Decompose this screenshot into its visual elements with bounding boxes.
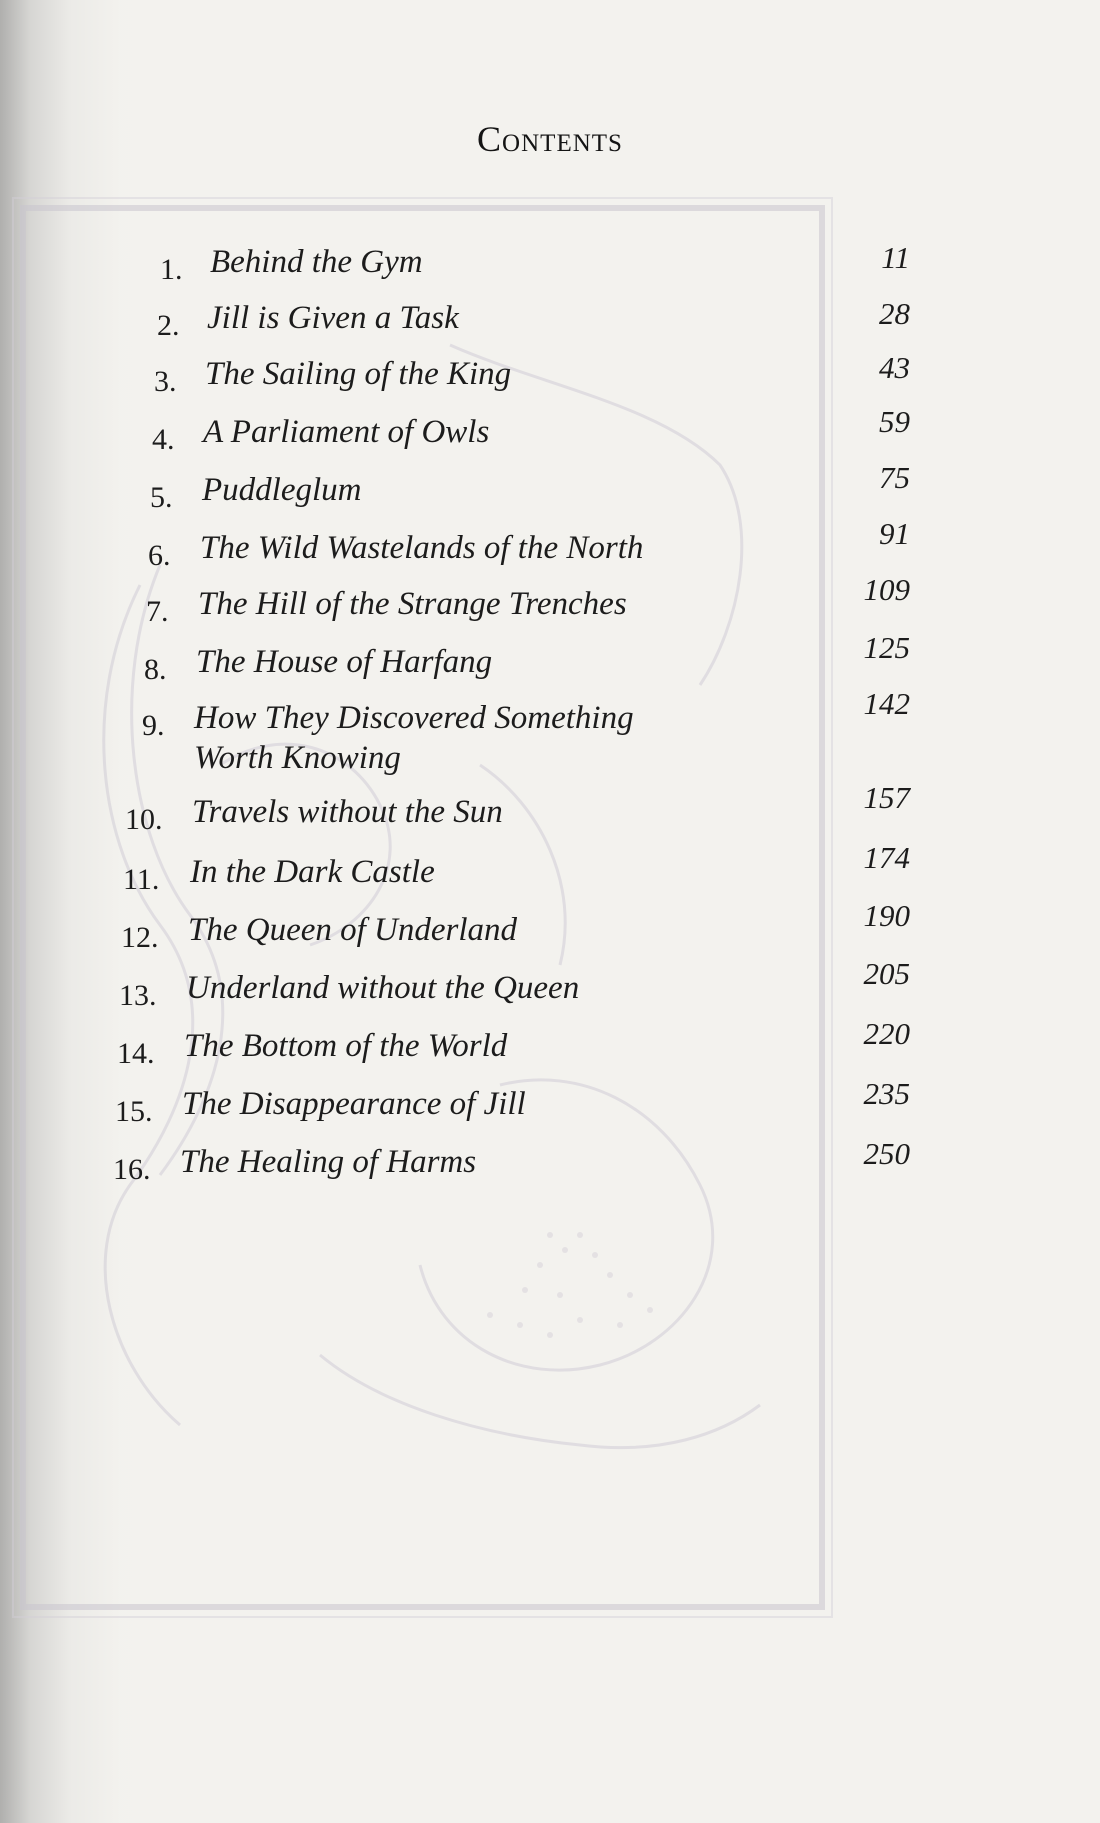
chapter-number: 5. bbox=[150, 481, 173, 514]
chapter-number: 8. bbox=[144, 653, 167, 686]
chapter-title: The Disappearance of Jill bbox=[182, 1086, 526, 1122]
chapter-title: A Parliament of Owls bbox=[203, 414, 490, 450]
chapter-number: 7. bbox=[146, 595, 169, 628]
chapter-number: 13. bbox=[119, 979, 157, 1012]
chapter-title: The Queen of Underland bbox=[188, 912, 518, 948]
chapter-page-number: 250 bbox=[863, 1136, 910, 1171]
chapter-title: The Wild Wastelands of the North bbox=[200, 530, 644, 566]
chapter-page-number: 59 bbox=[879, 404, 910, 439]
chapter-page-number: 43 bbox=[879, 350, 910, 385]
chapter-title: Jill is Given a Task bbox=[207, 300, 459, 336]
chapter-number: 16. bbox=[113, 1153, 151, 1186]
chapter-page-number: 75 bbox=[879, 460, 910, 495]
chapter-title: The Bottom of the World bbox=[184, 1028, 508, 1064]
chapter-number: 12. bbox=[121, 921, 159, 954]
chapter-number: 14. bbox=[117, 1037, 155, 1070]
chapter-number: 11. bbox=[123, 863, 160, 896]
chapter-page-number: 91 bbox=[879, 516, 910, 551]
chapter-number: 10. bbox=[125, 803, 163, 836]
chapter-page-number: 220 bbox=[863, 1016, 910, 1051]
chapter-number: 1. bbox=[160, 253, 183, 286]
chapter-number: 15. bbox=[115, 1095, 153, 1128]
chapter-page-number: 205 bbox=[863, 956, 910, 991]
chapter-page-number: 109 bbox=[863, 572, 910, 607]
chapter-page-number: 125 bbox=[863, 630, 910, 665]
chapter-title: In the Dark Castle bbox=[190, 854, 435, 890]
chapter-title: Puddleglum bbox=[202, 472, 362, 508]
chapter-title: Travels without the Sun bbox=[192, 794, 503, 830]
chapter-title: The House of Harfang bbox=[196, 644, 493, 680]
chapter-title: Underland without the Queen bbox=[186, 970, 580, 1006]
chapter-page-number: 190 bbox=[863, 898, 910, 933]
chapter-title: The Healing of Harms bbox=[180, 1144, 477, 1180]
chapter-title: How They Discovered Something bbox=[194, 700, 634, 736]
chapter-number: 2. bbox=[157, 309, 180, 342]
chapter-number: 9. bbox=[142, 709, 165, 742]
chapter-title-continued: Worth Knowing bbox=[194, 740, 401, 776]
chapter-page-number: 174 bbox=[863, 840, 910, 875]
chapter-page-number: 142 bbox=[863, 686, 910, 721]
chapter-page-number: 235 bbox=[863, 1076, 910, 1111]
chapter-number: 3. bbox=[154, 365, 177, 398]
chapter-page-number: 157 bbox=[863, 780, 910, 815]
contents-heading: Contents bbox=[477, 119, 623, 159]
chapter-title: Behind the Gym bbox=[210, 244, 423, 280]
chapter-number: 4. bbox=[152, 423, 175, 456]
chapter-title: The Sailing of the King bbox=[205, 356, 512, 392]
chapter-title: The Hill of the Strange Trenches bbox=[198, 586, 627, 622]
chapter-number: 6. bbox=[148, 539, 171, 572]
chapter-page-number: 11 bbox=[881, 240, 910, 275]
chapter-page-number: 28 bbox=[879, 296, 910, 331]
